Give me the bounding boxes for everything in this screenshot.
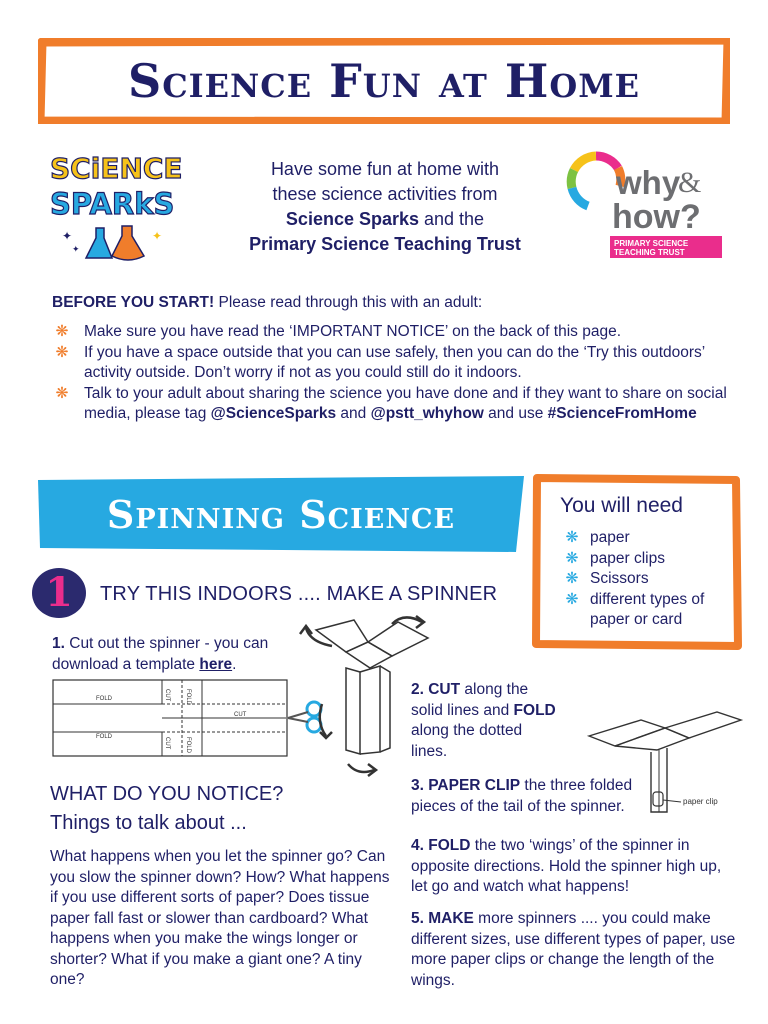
flask-icon <box>86 228 112 258</box>
instruction-4-text: the two ‘wings’ of the spinner in opposite directions. Hold the spinner high up, let go and watch what happens! <box>411 837 722 895</box>
instruction-5-num: 5. MAKE <box>411 910 474 927</box>
instruction-2-b: along the dotted lines. <box>411 722 523 760</box>
intro-line1: Have some fun at home with <box>270 159 500 179</box>
asterisk-bullet-icon: ❋ <box>565 529 579 546</box>
paper-clip-label: paper clip <box>683 797 718 806</box>
instruction-2-num: 2. CUT <box>411 681 461 698</box>
intro-science-sparks: Science Sparks <box>285 209 420 229</box>
spinning-science-title: Spinning Science <box>106 491 456 537</box>
need-item: Scissors <box>590 570 649 587</box>
before-heading <box>52 294 742 312</box>
instruction-3 <box>411 776 661 817</box>
notice-heading <box>50 780 283 838</box>
instruction-5 <box>411 909 751 991</box>
fold-label: FOLD <box>96 696 113 702</box>
list-item <box>52 384 742 425</box>
instruction-4 <box>411 836 741 898</box>
asterisk-bullet-icon: ❋ <box>565 590 579 608</box>
sparks-logo-line1: SCiENCE <box>50 152 183 185</box>
list-item <box>562 549 732 570</box>
list-item <box>562 590 732 631</box>
need-title: You will need <box>560 494 683 517</box>
asterisk-bullet-icon: ❋ <box>55 384 69 402</box>
instruction-1 <box>52 634 302 675</box>
intro-line3 <box>200 207 570 232</box>
instruction-1-end: . <box>232 655 237 673</box>
instruction-3-num: 3. PAPER CLIP <box>411 777 521 794</box>
intro-line4 <box>200 232 570 257</box>
before-item-3a: Talk to your adult about sharing the science you have done and if they want to share on social media, please tag <box>84 384 727 422</box>
flask-icon <box>112 226 144 260</box>
whyhow-how: how? <box>612 198 701 236</box>
cut-label: CUT <box>234 712 247 718</box>
list-item <box>562 569 732 590</box>
whyhow-amp: & <box>678 166 702 199</box>
list-item <box>52 343 742 384</box>
intro-pstt: Primary Science Teaching Trust <box>249 234 521 254</box>
before-item-3c: and use <box>483 405 548 422</box>
whyhow-logo <box>566 148 726 264</box>
star-icon: ✦ <box>152 229 163 243</box>
list-item <box>562 528 732 549</box>
before-list <box>52 322 742 425</box>
before-heading-rest: Please read through this with an adult: <box>214 294 483 311</box>
tag-pstt: @pstt_whyhow <box>370 405 484 422</box>
fold-label: FOLD <box>185 689 191 706</box>
before-item-2: If you have a space outside that you can use safely, then you can do the ‘Try this outdoors’ activity outside. Don’t worry if not as you could still do it indoors. <box>84 343 705 381</box>
instruction-4-num: 4. FOLD <box>411 837 471 854</box>
before-heading-bold: BEFORE YOU START! <box>52 294 215 311</box>
before-item-3 <box>84 385 727 423</box>
before-item-3b: and <box>336 405 371 422</box>
intro-line3-rest: and the <box>419 209 485 229</box>
sparks-logo-line2: SPARkS <box>50 187 175 221</box>
instruction-1-text: Cut out the spinner - you can download a template <box>52 635 269 673</box>
whyhow-tag2: TEACHING TRUST <box>614 248 685 257</box>
instruction-1-num: 1. <box>52 635 65 652</box>
instruction-5-text: more spinners .... you could make different sizes, use different types of paper, use more paper clips or change the length of the wings. <box>411 910 736 989</box>
cut-label: CUT <box>164 737 170 750</box>
hashtag: #ScienceFromHome <box>547 405 697 422</box>
asterisk-bullet-icon: ❋ <box>55 343 69 361</box>
intro-line2: these science activities from <box>272 184 498 204</box>
spinner-template-diagram <box>52 677 324 759</box>
need-item: different types of paper or card <box>590 590 705 628</box>
tag-sciencesparks: @ScienceSparks <box>210 405 337 422</box>
list-item <box>52 322 742 343</box>
fold-label: FOLD <box>96 734 113 740</box>
instruction-2-fold: FOLD <box>513 701 556 719</box>
intro-text <box>200 157 570 257</box>
instruction-2-a: along the solid lines and <box>411 681 529 719</box>
notice-heading-1: WHAT DO YOU NOTICE? <box>50 783 284 805</box>
fold-label: FOLD <box>185 737 191 754</box>
need-item: paper <box>590 529 630 546</box>
asterisk-bullet-icon: ❋ <box>565 570 579 587</box>
before-item-1: Make sure you have read the ‘IMPORTANT NOTICE’ on the back of this page. <box>84 323 622 340</box>
template-link[interactable]: here <box>199 655 233 673</box>
asterisk-bullet-icon: ❋ <box>55 323 69 340</box>
step-heading: TRY THIS INDOORS .... MAKE A SPINNER <box>100 583 498 605</box>
star-icon: ✦ <box>62 229 73 243</box>
instruction-3-text: the three folded pieces of the tail of the spinner. <box>411 777 633 815</box>
need-item: paper clips <box>590 549 665 567</box>
notice-body: What happens when you let the spinner go? Can you slow the spinner down? How? What happens if you use different sorts of paper? Does tissue paper fall fast or slower than cardboard? What happens when you make the wings longer or shorter? What if you make a giant one? A tiny one? <box>50 848 390 988</box>
cut-label: CUT <box>164 689 170 702</box>
science-sparks-logo <box>48 148 186 266</box>
whyhow-why: why <box>616 164 681 201</box>
instruction-2 <box>411 680 561 762</box>
star-icon: ✦ <box>72 244 80 254</box>
need-list <box>562 528 732 631</box>
asterisk-bullet-icon: ❋ <box>565 549 579 567</box>
notice-heading-2: Things to talk about ... <box>50 812 247 834</box>
whyhow-tag1: PRIMARY SCIENCE <box>614 239 689 248</box>
rotate-arrow-icon <box>300 616 424 776</box>
step-number: 1 <box>45 568 73 616</box>
page-title: Science Fun at Home <box>127 54 641 108</box>
